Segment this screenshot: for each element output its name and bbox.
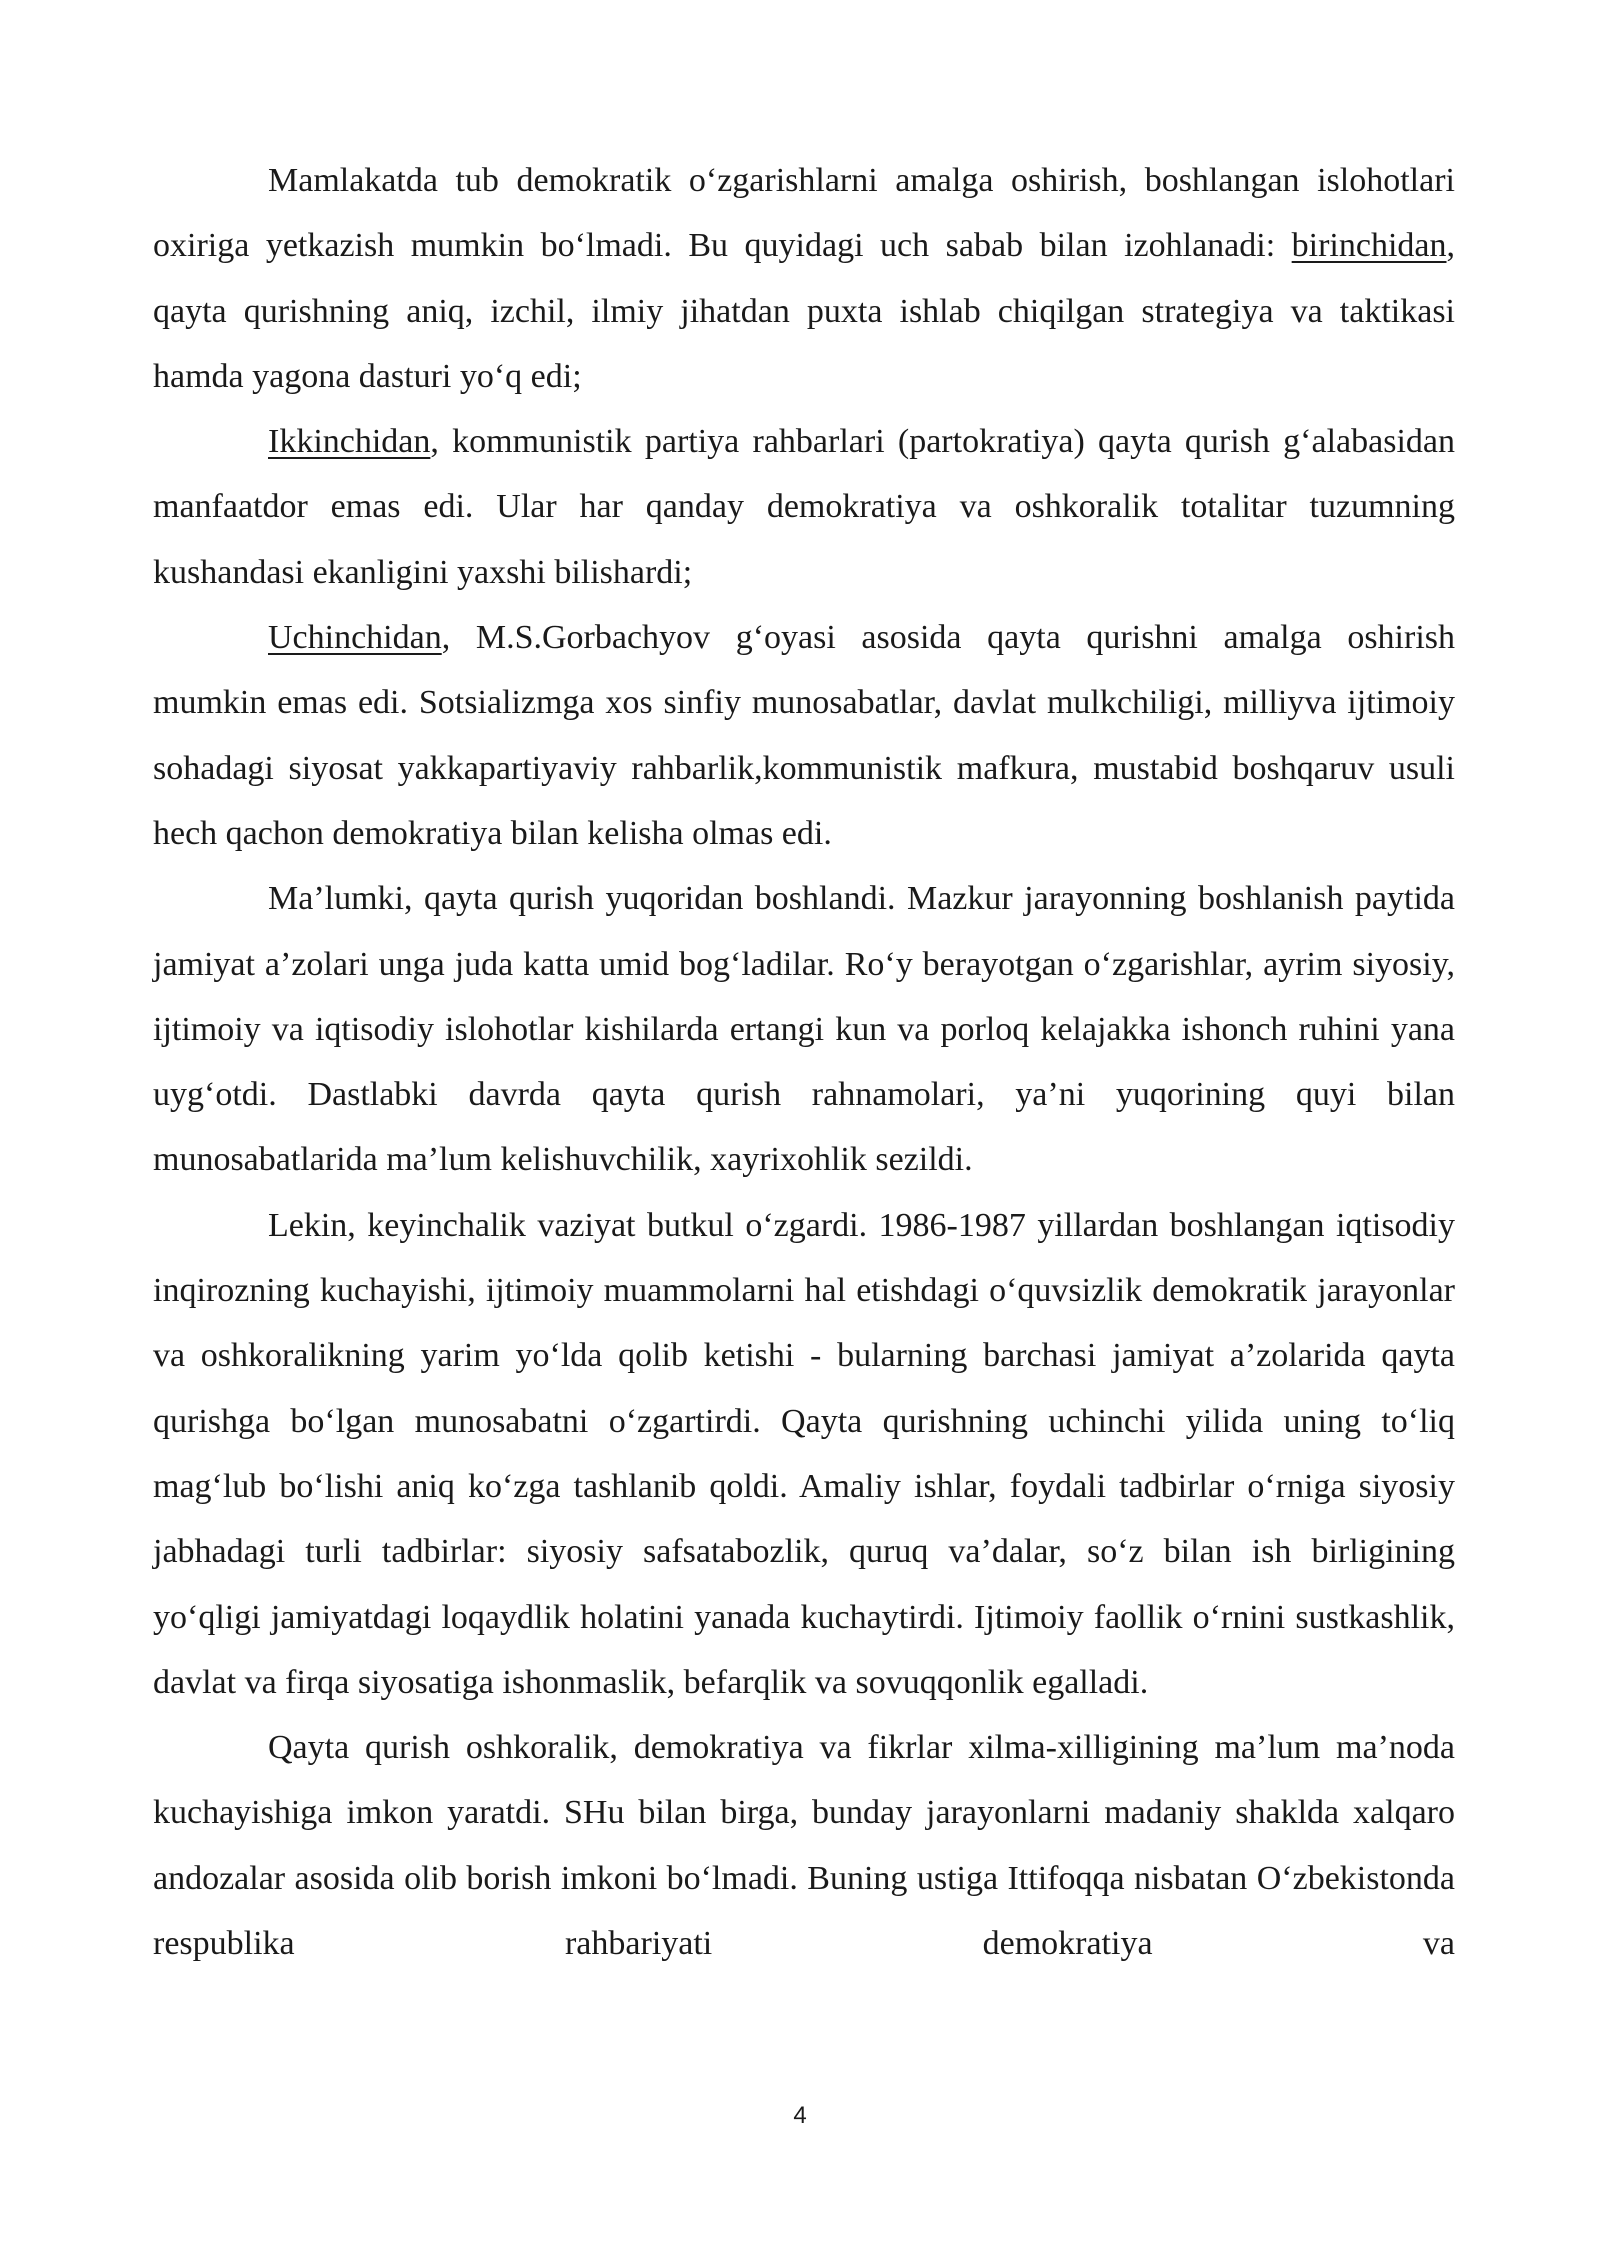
paragraph-3 — [153, 605, 1455, 866]
text-run: , M.S.Gorbachyov g‘oyasi asosida qayta qurishni amalga oshirish mumkin emas edi. Sotsializmga xos sinfiy munosabatlar, davlat mulkchiligi, milliyva ijtimoiy sohadagi siyosat yakkapartiyaviy rahbarlik,kommunistik mafkura, mustabid boshqaruv usuli hech qachon demokratiya bilan kelisha olmas edi. — [153, 619, 1455, 852]
paragraph-2 — [153, 409, 1455, 605]
text-run: , kommunistik partiya rahbarlari (partokratiya) qayta qurish g‘alabasidan manfaatdor emas edi. Ular har qanday demokratiya va oshkoralik totalitar tuzumning kushandasi ekanligini yaxshi bilishardi; — [153, 423, 1455, 591]
text-run: Mamlakatda tub demokratik o‘zgarishlarni amalga oshirish, boshlangan islohotlari oxiriga yetkazish mumkin bo‘lmadi. Bu quyidagi uch sabab bilan izohlanadi: — [153, 162, 1455, 265]
paragraph-5 — [153, 1193, 1455, 1715]
page-number: 4 — [793, 2102, 807, 2129]
paragraph-6 — [153, 1715, 1455, 1976]
text-run: Qayta qurish oshkoralik, demokratiya va fikrlar xilma-xilligining ma’lum ma’noda kuchayishiga imkon yaratdi. SHu bilan birga, bunday jarayonlarni madaniy shaklda xalqaro andozalar asosida olib borish imkoni bo‘lmadi. Buning ustiga Ittifoqqa nisbatan O‘zbekistonda respublika rahbariyati demokratiya va — [153, 1729, 1455, 1963]
text-run: Lekin, keyinchalik vaziyat butkul o‘zgardi. 1986-1987 yillardan boshlangan iqtisodiy inqirozning kuchayishi, ijtimoiy muammolarni hal etishdagi o‘quvsizlik demokratik jarayonlar va oshkoralikning yarim yo‘lda qolib ketishi - bularning barchasi jamiyat a’zolarida qayta qurishga bo‘lgan munosabatni o‘zgartirdi. Qayta qurishning uchinchi yilida uning to‘liq mag‘lub bo‘lishi aniq ko‘zga tashlanib qoldi. Amaliy ishlar, foydali tadbirlar o‘rniga siyosiy jabhadagi turli tadbirlar: siyosiy safsatabozlik, quruq va’dalar, so‘z bilan ish birligining yo‘qligi jamiyatdagi loqaydlik holatini yanada kuchaytirdi. Ijtimoiy faollik o‘rnini sustkashlik, davlat va firqa siyosatiga ishonmaslik, befarqlik va sovuqqonlik egalladi. — [153, 1206, 1455, 1701]
text-run: Ma’lumki, qayta qurish yuqoridan boshlandi. Mazkur jarayonning boshlanish paytida jamiyat a’zolari unga juda katta umid bog‘ladilar. Ro‘y berayotgan o‘zgarishlar, ayrim siyosiy, ijtimoiy va iqtisodiy islohotlar kishilarda ertangi kun va porloq kelajakka ishonch ruhini yana uyg‘otdi. Dastlabki davrda qayta qurish rahnamolari, ya’ni yuqorining quyi bilan munosabatlarida ma’lum kelishuvchilik, xayrixohlik sezildi. — [153, 880, 1455, 1179]
text-run: , qayta qurishning aniq, izchil, ilmiy jihatdan puxta ishlab chiqilgan strategiya va taktikasi hamda yagona dasturi yo‘q edi; — [153, 227, 1455, 395]
underlined-word-birinchidan: birinchidan — [1291, 227, 1447, 265]
document-body — [153, 148, 1455, 1976]
underlined-word-uchinchidan: Uchinchidan — [268, 619, 442, 657]
underlined-word-ikkinchidan: Ikkinchidan — [268, 423, 431, 461]
paragraph-1 — [153, 148, 1455, 409]
paragraph-4 — [153, 866, 1455, 1192]
